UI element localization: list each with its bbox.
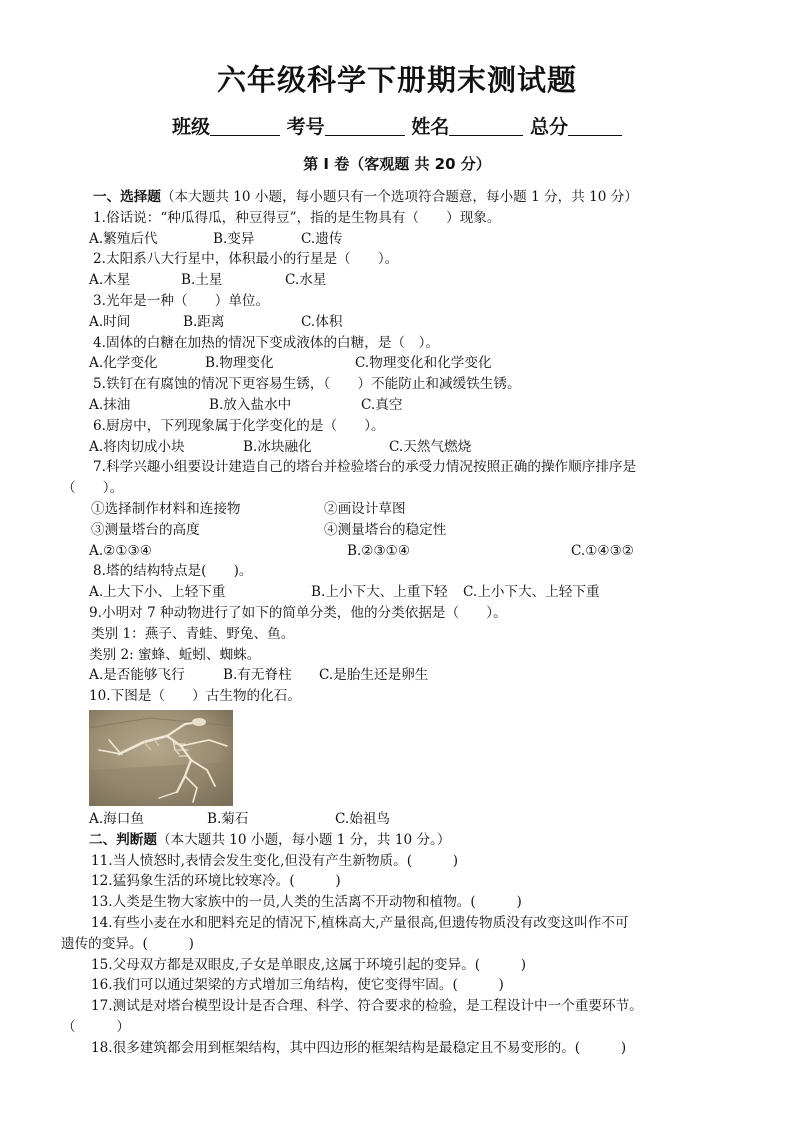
question-6-stem: 6.厨房中，下列现象属于化学变化的是（ ）。 — [93, 417, 385, 434]
option-b: B.土星 — [181, 272, 223, 289]
option-b: B.物理变化 — [205, 355, 274, 372]
question-1-stem: 1.俗话说：“种瓜得瓜，种豆得豆”，指的是生物具有（ ）现象。 — [93, 209, 501, 226]
exam-no-blank — [325, 117, 405, 136]
option-a: A.木星 — [89, 272, 131, 289]
question-2-stem: 2.太阳系八大行星中，体积最小的行星是（ ）。 — [93, 251, 399, 268]
volume-title: 第 I 卷（客观题 共 20 分） — [303, 155, 491, 173]
option-a: A.上大下小、上轻下重 — [89, 584, 226, 601]
question-8-stem: 8.塔的结构特点是( )。 — [93, 563, 253, 580]
question-5-stem: 5.铁钉在有腐蚀的情况下更容易生锈，（ ）不能防止和减缓铁生锈。 — [93, 376, 521, 393]
section2-heading-bold: 二、判断题 — [89, 831, 157, 848]
question-7-steps-row2 — [0, 520, 794, 541]
question-6-options — [0, 437, 794, 458]
step-3: ③测量塔台的高度 — [91, 521, 200, 538]
option-c: C.①④③② — [571, 542, 634, 559]
option-a: A.是否能够飞行 — [89, 667, 185, 684]
question-7-steps-row1 — [0, 499, 794, 520]
name-label: 姓名 — [411, 116, 450, 138]
section1-heading-rest: （本大题共 10 小题，每小题只有一个选项符合题意，每小题 1 分，共 10 分） — [160, 189, 638, 205]
question-7-stem: 7.科学兴趣小组要设计建造自己的塔台并检验塔台的承受力情况按照正确的操作顺序排序是 — [93, 459, 637, 476]
option-b: B.②③①④ — [347, 542, 411, 559]
question-10-stem: 10.下图是（ ）古生物的化石。 — [89, 688, 301, 705]
option-c: C.是胎生还是卵生 — [319, 667, 429, 684]
option-c: C.上小下大、上轻下重 — [463, 584, 600, 601]
question-9-stem: 9.小明对 7 种动物进行了如下的简单分类，他的分类依据是（ ）。 — [89, 604, 507, 621]
question-9-options — [0, 665, 794, 686]
page-title: 六年级科学下册期末测试题 — [216, 63, 577, 97]
question-13: 13.人类是生物大家族中的一员,人类的生活离不开动物和植物。( ) — [91, 894, 522, 911]
step-4: ④测量塔台的稳定性 — [324, 521, 447, 538]
question-4-stem: 4.固体的白糖在加热的情况下变成液体的白糖，是（ ）。 — [93, 334, 440, 351]
question-2-options — [0, 270, 794, 291]
question-8-options — [0, 582, 794, 603]
option-a: A.时间 — [89, 313, 131, 330]
option-b: B.有无脊柱 — [223, 667, 292, 684]
option-a: A.②①③④ — [89, 542, 152, 559]
exam-content — [0, 187, 794, 1058]
option-c: C.物理变化和化学变化 — [355, 355, 492, 372]
class-blank — [210, 117, 280, 136]
student-info-line — [0, 112, 794, 139]
option-a: A.将肉切成小块 — [89, 438, 185, 455]
question-4-options — [0, 353, 794, 374]
option-c: C.天然气燃烧 — [389, 438, 472, 455]
question-7-stem-cont: （ ）。 — [62, 480, 124, 497]
section2-heading — [0, 830, 794, 851]
question-11: 11.当人愤怒时,表情会发生变化,但没有产生新物质。( ) — [91, 852, 459, 869]
fossil-illustration — [89, 710, 233, 806]
question-5-options — [0, 395, 794, 416]
score-blank — [568, 117, 622, 136]
option-c: C.水星 — [285, 272, 327, 289]
option-a: A.繁殖后代 — [89, 230, 158, 247]
option-c: C.体积 — [301, 313, 343, 330]
option-b: B.菊石 — [207, 810, 249, 827]
class-label: 班级 — [172, 116, 211, 138]
option-b: B.变异 — [213, 230, 255, 247]
question-3-options — [0, 312, 794, 333]
question-16: 16.我们可以通过架梁的方式增加三角结构，使它变得牢固。( ) — [91, 977, 504, 994]
question-3-stem: 3.光年是一种（ ）单位。 — [93, 292, 270, 309]
question-14: 14.有些小麦在水和肥料充足的情况下,植株高大,产量很高,但遗传物质没有改变这叫作不可 — [91, 914, 629, 931]
question-9-category-2: 类别 2: 蜜蜂、蚯蚓、蜘蛛。 — [89, 646, 261, 663]
section1-heading-bold: 一、选择题 — [93, 189, 161, 205]
question-10-options — [0, 809, 794, 830]
option-c: C.始祖鸟 — [335, 810, 391, 827]
section1-heading — [0, 187, 794, 208]
question-15: 15.父母双方都是双眼皮,子女是单眼皮,这属于环境引起的变异。( ) — [91, 956, 527, 973]
name-blank — [449, 117, 523, 136]
option-c: C.真空 — [361, 396, 403, 413]
question-14-cont: 遗传的变异。( ) — [61, 935, 194, 952]
question-1-options — [0, 229, 794, 250]
option-b: B.冰块融化 — [243, 438, 312, 455]
step-1: ①选择制作材料和连接物 — [91, 500, 241, 517]
score-label: 总分 — [529, 116, 568, 138]
option-a: A.抹油 — [89, 396, 131, 413]
archaeopteryx-fossil-image — [89, 710, 233, 806]
question-12: 12.猛犸象生活的环境比较寒冷。( ) — [91, 873, 341, 890]
question-17-cont: （ ） — [62, 1018, 130, 1035]
option-a: A.化学变化 — [89, 355, 158, 372]
exam-no-label: 考号 — [286, 116, 325, 138]
question-7-options — [0, 541, 794, 562]
question-9-category-1: 类别 1：燕子、青蛙、野兔、鱼。 — [91, 625, 295, 642]
question-17: 17.测试是对塔台模型设计是否合理、科学、符合要求的检验，是工程设计中一个重要环节。 — [91, 998, 643, 1015]
option-b: B.距离 — [183, 313, 225, 330]
question-18: 18.很多建筑都会用到框架结构，其中四边形的框架结构是最稳定且不易变形的。( ) — [91, 1039, 627, 1056]
option-c: C.遗传 — [301, 230, 343, 247]
option-a: A.海口鱼 — [89, 810, 144, 827]
option-b: B.上小下大、上重下轻 — [311, 584, 448, 601]
option-b: B.放入盐水中 — [209, 396, 292, 413]
step-2: ②画设计草图 — [324, 500, 406, 517]
section2-heading-rest: （本大题共 10 小题，每小题 1 分，共 10 分。） — [156, 831, 451, 848]
